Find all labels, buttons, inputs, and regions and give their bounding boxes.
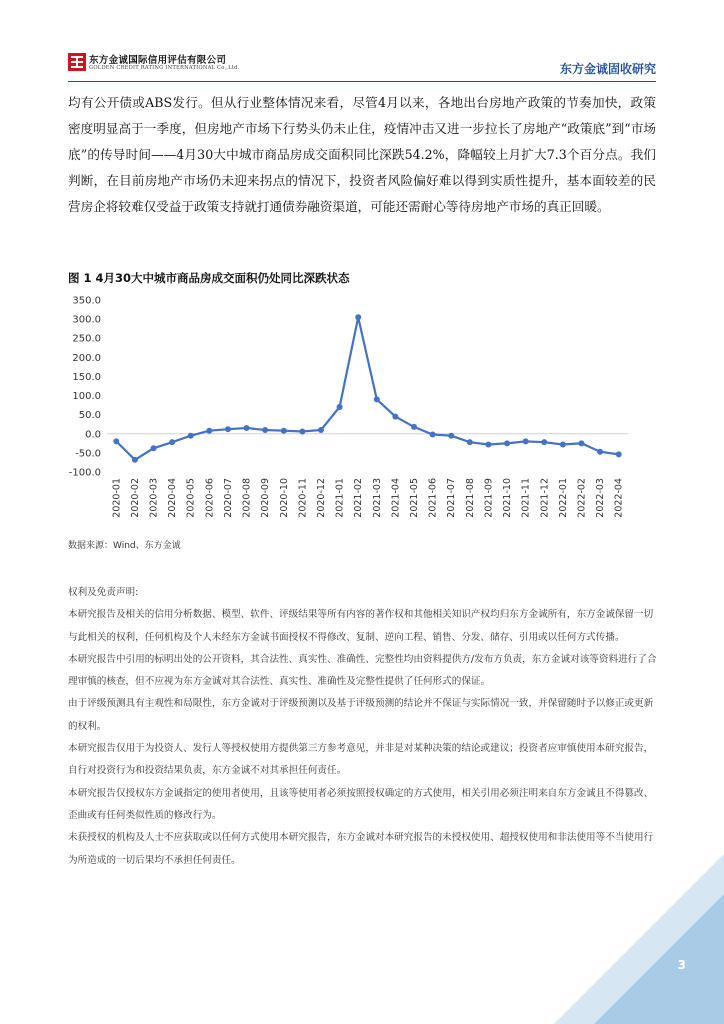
y-tick-label: -50.0 [75, 448, 101, 460]
x-tick-label: 2021-02 [353, 478, 365, 518]
x-tick-label: 2020-08 [241, 478, 253, 518]
disclaimer-paragraph: 本研究报告仅用于为投资人、发行人等授权使用方提供第三方参考意见，并非是对某种决策的结论或建议；投资者应审慎使用本研究报告，自行对投资行为和投资结果负责，东方金诚不对其承担任何责任。 [68, 743, 654, 777]
y-tick-label: 50.0 [78, 410, 101, 422]
x-tick-label: 2021-12 [539, 477, 551, 518]
y-tick-label: 200.0 [72, 352, 101, 364]
x-tick-label: 2022-03 [595, 478, 607, 518]
x-tick-label: 2020-01 [111, 478, 123, 518]
disclaimer-title: 权利及免责声明: [68, 587, 139, 598]
data-point [188, 433, 194, 439]
x-tick-label: 2021-04 [390, 478, 402, 518]
data-point [560, 441, 566, 447]
section-title: 东方金诚固收研究 [559, 62, 656, 76]
x-tick-label: 2020-05 [185, 478, 197, 518]
x-tick-label: 2021-01 [334, 478, 346, 518]
disclaimer-paragraph: 由于评级预测具有主观性和局限性，东方金诚对于评级预测以及基于评级预测的结论并不保证与实际情况一致，并保留随时予以修正或更新的权利。 [68, 698, 654, 732]
y-tick-label: 0.0 [85, 429, 101, 441]
x-tick-label: 2020-04 [167, 478, 179, 518]
company-name-cn: 东方金诚国际信用评估有限公司 [89, 55, 227, 66]
data-point [597, 449, 603, 455]
x-tick-label: 2021-11 [520, 478, 532, 518]
corner-decoration [524, 854, 724, 1024]
y-tick-label: -100.0 [68, 467, 101, 479]
body-paragraph: 均有公开债或ABS发行。但从行业整体情况来看，尽管4月以来，各地出台房地产政策的节奏加快，政策密度明显高于一季度，但房地产市场下行势头仍未止住，疫情冲击又进一步拉长了房地产“政策底”到“市场底”的传导时间——4月30大中城市商品房成交面积同比深跌54.2%，降幅较上月扩大7.3个百分点。我们判断，在目前房地产市场仍未迎来拐点的情况下，投资者风险偏好难以得到实质性提升，基本面较差的民营房企将较难仅受益于政策支持就打通债券融资渠道，可能还需耐心等待房地产市场的真正回暖。 [68, 95, 656, 214]
page-header [68, 48, 656, 78]
x-tick-label: 2020-11 [297, 478, 309, 518]
data-point [504, 440, 510, 446]
data-point [355, 314, 361, 320]
x-tick-label: 2022-02 [576, 478, 588, 518]
data-point [616, 451, 622, 457]
y-tick-label: 300.0 [72, 314, 101, 326]
y-tick-label: 150.0 [72, 371, 101, 383]
data-point [169, 439, 175, 445]
x-tick-label: 2021-07 [446, 478, 458, 518]
disclaimer-paragraph: 本研究报告仅授权东方金诚指定的使用者使用，且该等使用者必须按照授权确定的方式使用，相关引用必须注明来自东方金诚且不得篡改、歪曲或有任何类似性质的修改行为。 [68, 787, 654, 821]
company-logo-icon [68, 53, 86, 71]
disclaimer-paragraph: 本研究报告中引用的标明出处的公开资料，其合法性、真实性、准确性、完整性均由资料提供方/发布方负责，东方金诚对该等资料进行了合理审慎的核查，但不应视为东方金诚对其合法性、真实性、准确性及完整性提供了任何形式的保证。 [68, 653, 657, 688]
x-tick-label: 2021-09 [483, 478, 495, 518]
data-point [467, 439, 473, 445]
data-point [281, 428, 287, 434]
y-tick-label: 250.0 [72, 333, 101, 345]
x-tick-label: 2020-12 [315, 478, 327, 518]
x-tick-label: 2020-02 [129, 478, 141, 518]
figure-source: 数据来源：Wind、东方金诚 [68, 541, 181, 551]
data-point [430, 432, 436, 438]
data-point [411, 424, 417, 430]
x-tick-label: 2021-06 [427, 478, 439, 518]
data-point [151, 445, 157, 451]
y-tick-label: 350.0 [72, 295, 101, 307]
x-tick-label: 2020-09 [260, 478, 272, 518]
data-point [262, 427, 268, 433]
data-point [299, 428, 305, 434]
x-tick-label: 2020-07 [222, 478, 234, 518]
data-point [485, 441, 491, 447]
x-tick-label: 2021-10 [502, 478, 514, 518]
body-text [68, 90, 656, 220]
data-point [318, 427, 324, 433]
figure-title: 图 1 4月30大中城市商品房成交面积仍处同比深跌状态 [68, 271, 350, 285]
x-tick-label: 2021-05 [409, 478, 421, 518]
data-point [244, 425, 250, 431]
disclaimer-paragraph: 未获授权的机构及人士不应获取或以任何方式使用本研究报告，东方金诚对本研究报告的未授权使用、超授权使用和非法使用等不当使用行为所造成的一切后果均不承担任何责任。 [68, 832, 654, 866]
data-point [206, 428, 212, 434]
x-tick-label: 2020-03 [148, 478, 160, 518]
data-point [392, 414, 398, 420]
x-tick-label: 2021-08 [464, 478, 476, 518]
disclaimer-paragraph: 本研究报告及相关的信用分析数据、模型、软件、评级结果等所有内容的著作权和其他相关知识产权均归东方金诚所有，东方金诚保留一切与此相关的权利，任何机构及个人未经东方金诚书面授权不得修改、复制、逆向工程、销售、分发、储存、引用或以任何方式传播。 [68, 609, 654, 643]
data-point [541, 439, 547, 445]
disclaimer [68, 582, 658, 872]
data-point [523, 438, 529, 444]
data-point [448, 433, 454, 439]
data-point [578, 440, 584, 446]
data-point [113, 438, 119, 444]
x-tick-label: 2021-03 [371, 478, 383, 518]
x-tick-label: 2020-06 [204, 478, 216, 518]
x-tick-label: 2020-10 [278, 478, 290, 518]
y-tick-label: 100.0 [72, 391, 101, 403]
page-number: 3 [677, 958, 686, 972]
company-name-en: GOLDEN CREDIT RATING INTERNATIONAL Co.,Ltd. [89, 65, 240, 71]
x-tick-label: 2022-04 [613, 478, 625, 518]
data-point [374, 396, 380, 402]
data-point [225, 426, 231, 432]
data-point [337, 404, 343, 410]
x-tick-label: 2022-01 [557, 478, 569, 518]
data-point [132, 457, 138, 463]
header-divider [68, 81, 656, 82]
line-chart [62, 290, 642, 535]
